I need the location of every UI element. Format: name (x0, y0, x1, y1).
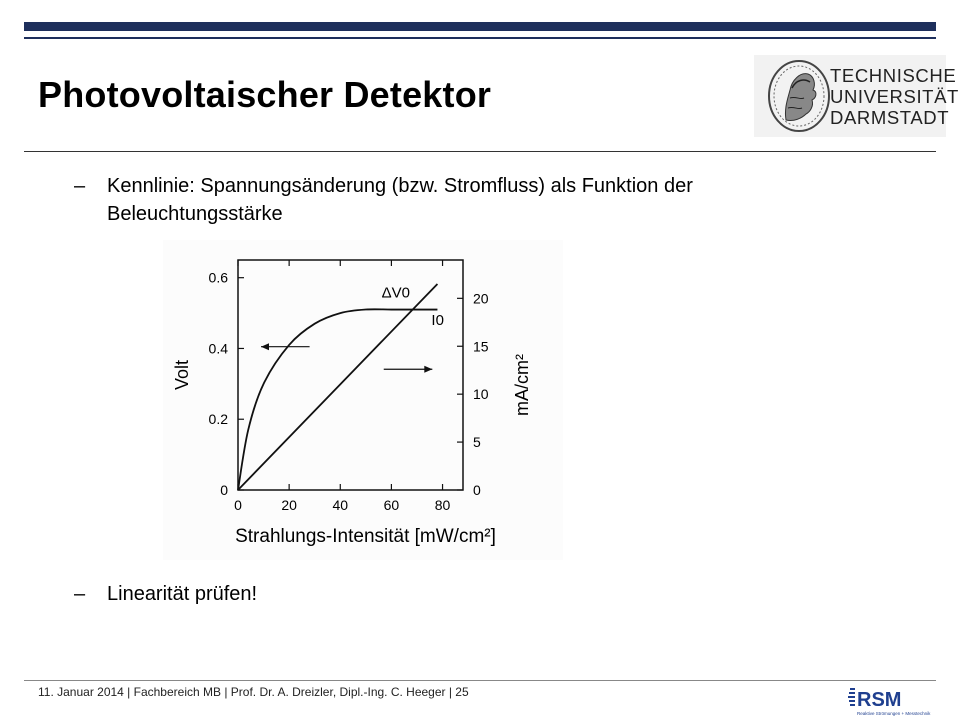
y-right-tick-label: 0 (473, 482, 481, 498)
rsm-logo-tagline: Reaktive Strömungen + Messtechnik (857, 711, 931, 716)
x-tick-label: 20 (281, 497, 297, 513)
x-tick-label: 80 (434, 497, 451, 513)
chart-svg (163, 240, 563, 560)
y-right-tick-label: 20 (473, 290, 489, 307)
bullet-dash: – (74, 583, 86, 605)
bullet-text: Linearität prüfen! (107, 583, 258, 605)
footer-text: 11. Januar 2014 | Fachbereich MB | Prof. Dr. A. Dreizler, Dipl.-Ing. C. Heeger | 25 (38, 685, 469, 699)
x-axis-label: Strahlungs-Intensität [mW/cm²] (235, 526, 496, 547)
logo-line: UNIVERSITÄT (830, 86, 959, 107)
y-right-tick-label: 15 (473, 338, 489, 355)
arrow-left-head (261, 343, 269, 350)
arrow-right-head (424, 366, 432, 373)
x-tick-label: 40 (332, 497, 349, 513)
x-tick-label: 60 (383, 497, 400, 513)
y-right-tick-label: 10 (473, 386, 489, 403)
x-tick-label: 0 (234, 497, 242, 513)
y-right-axis-label: mA/cm² (512, 354, 532, 416)
title-divider (24, 151, 936, 152)
logo-line: TECHNISCHE (830, 65, 957, 86)
tu-darmstadt-logo (754, 55, 959, 137)
bullet-line: Beleuchtungsstärke (107, 203, 283, 225)
bullet-dash: – (74, 175, 86, 197)
athena-seal-icon (766, 58, 832, 134)
series-label-voltage: ΔV0 (381, 284, 410, 302)
page-title: Photovoltaischer Detektor (38, 74, 492, 115)
y-left-axis-label: Volt (172, 359, 192, 391)
header-bar-thick (24, 22, 936, 31)
series-line-current (238, 284, 437, 490)
rsm-logo (848, 684, 934, 718)
header-bar-thin (24, 37, 936, 39)
y-left-tick-label: 0.6 (208, 269, 228, 286)
logo-text (830, 65, 959, 128)
rsm-logo-icon (848, 684, 934, 718)
rsm-logo-label: RSM (857, 689, 902, 711)
chart-figure (163, 240, 563, 560)
series-line-voltage (238, 309, 437, 490)
logo-line: DARMSTADT (830, 107, 950, 128)
y-right-tick-label: 5 (473, 434, 481, 451)
y-left-tick-label: 0.2 (208, 411, 228, 428)
bullet-text (107, 172, 693, 228)
bullet-line: Kennlinie: Spannungsänderung (bzw. Stromfluss) als Funktion der (107, 175, 693, 197)
y-left-tick-label: 0 (220, 482, 228, 498)
y-left-tick-label: 0.4 (208, 340, 228, 357)
footer-divider (24, 680, 936, 681)
series-label-current: I0 (431, 312, 444, 330)
